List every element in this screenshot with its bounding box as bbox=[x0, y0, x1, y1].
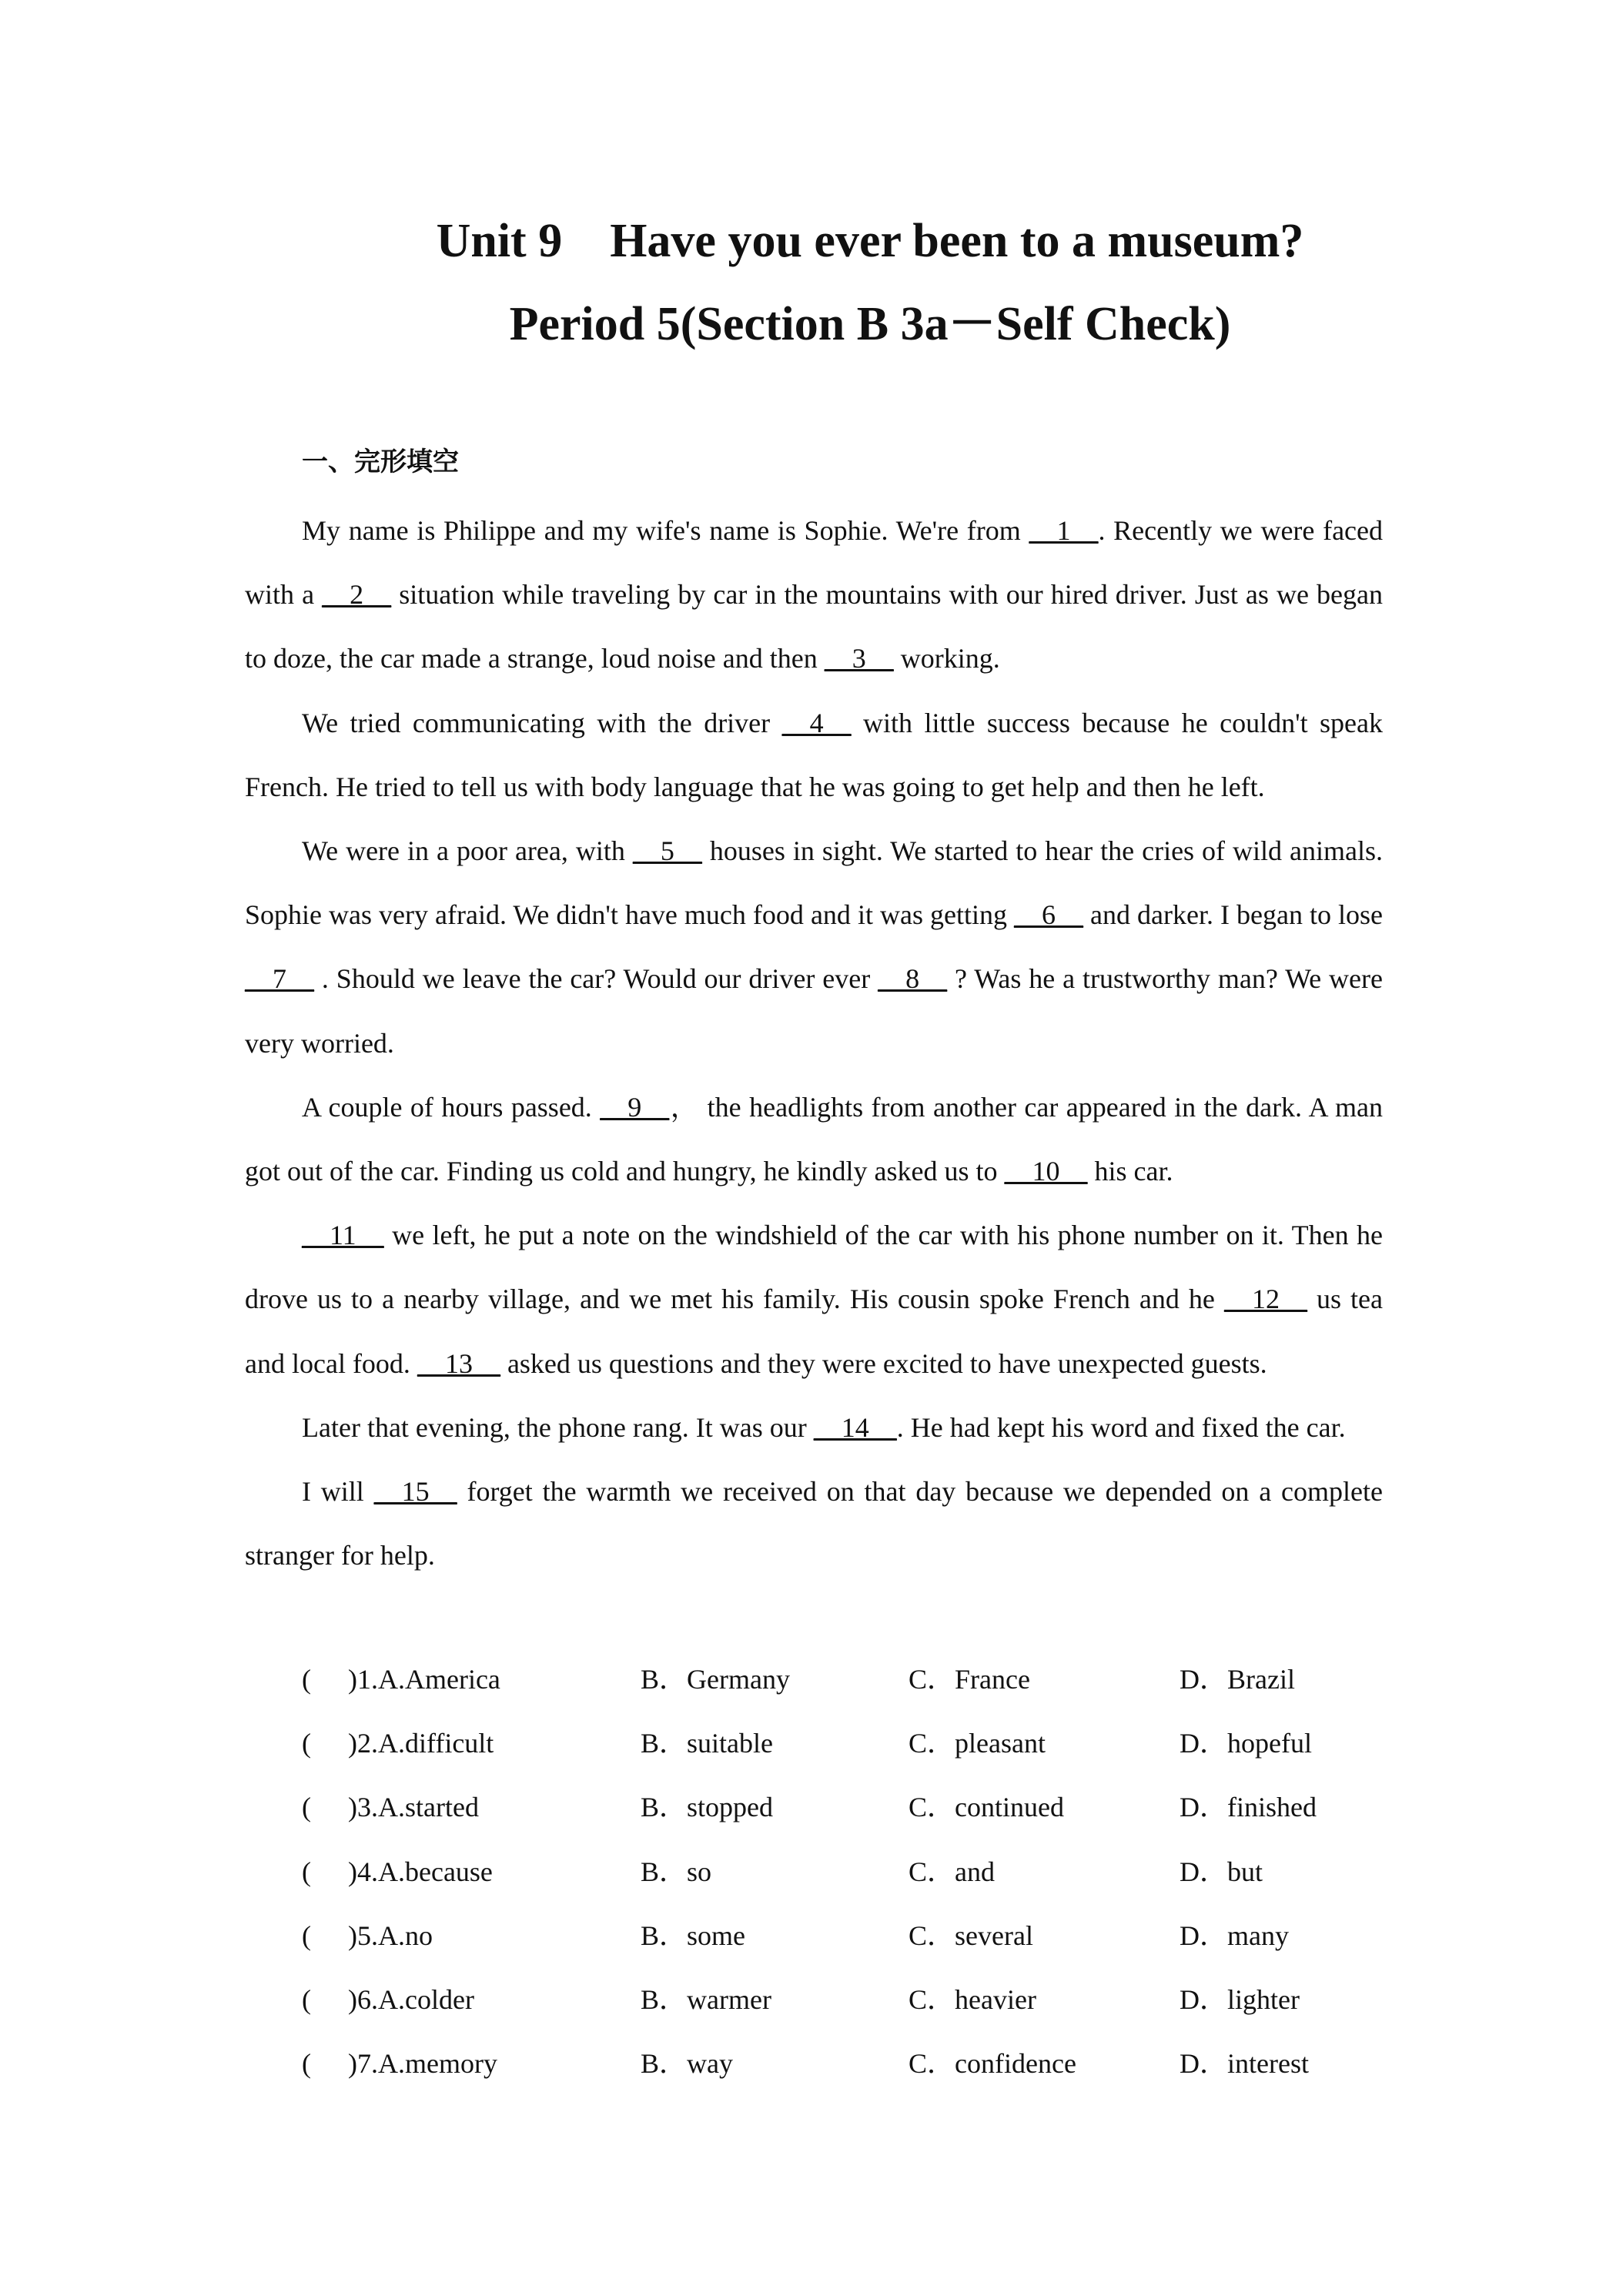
text-run: We tried communicating with the driver bbox=[302, 707, 782, 738]
blank: __13__ bbox=[417, 1347, 500, 1379]
option-d: D．lighter bbox=[1180, 1983, 1300, 2015]
option-a: )4.A.because bbox=[348, 1856, 493, 1887]
answer-paren: ( bbox=[302, 1983, 311, 2015]
paragraph bbox=[245, 1076, 1383, 1203]
text-run: . He had kept his word and fixed the car. bbox=[896, 1411, 1346, 1443]
question-row bbox=[302, 1968, 1380, 2032]
text-run: houses in sight. We started to hear the cries of wild animals. Sophie was very afraid. We didn't have much food and it was getting bbox=[245, 835, 1383, 931]
title-line-2: Period 5(Section B 3a－Self Check) bbox=[509, 298, 1231, 350]
text-run: his car. bbox=[1087, 1156, 1173, 1187]
blank: __10__ bbox=[1004, 1156, 1088, 1187]
blank: __6__ bbox=[1013, 899, 1083, 931]
option-b: B．Germany bbox=[641, 1664, 790, 1695]
question-list bbox=[302, 1648, 1380, 2096]
paragraph bbox=[245, 819, 1383, 1076]
text-run: ? Was he a trustworthy man? We were very worried. bbox=[245, 963, 1384, 1059]
option-a: )2.A.difficult bbox=[348, 1728, 494, 1759]
text-run: us tea and local food. bbox=[245, 1284, 1383, 1379]
text-run: . Recently we were faced with a bbox=[245, 515, 1383, 611]
question-row bbox=[302, 1776, 1380, 1839]
blank: __8__ bbox=[878, 963, 948, 995]
blank: __3__ bbox=[824, 643, 894, 674]
option-d: D．finished bbox=[1180, 1792, 1317, 1823]
answer-paren: ( bbox=[302, 1792, 311, 1823]
text-run: situation while traveling by car in the mountains with our hired driver. Just as we began to doze, the car made a strange, loud noise and then bbox=[245, 579, 1383, 674]
text-run: asked us questions and they were excited to have unexpected guests. bbox=[500, 1347, 1267, 1379]
text-run: I will bbox=[302, 1476, 374, 1508]
option-b: B．way bbox=[641, 2048, 733, 2080]
title-line-1: Unit 9 Have you ever been to a museum? bbox=[436, 215, 1304, 267]
option-c: C．and bbox=[909, 1856, 995, 1887]
option-d: D．but bbox=[1180, 1856, 1263, 1887]
blank: __12__ bbox=[1223, 1284, 1307, 1315]
paragraph bbox=[245, 1460, 1383, 1588]
text-run: ， the headlights from another car appeared in the dark. A man got out of the car. Finding us cold and hungry, he kindly asked us to bbox=[245, 1091, 1383, 1187]
option-b: B．so bbox=[641, 1856, 712, 1887]
option-a: )7.A.memory bbox=[348, 2048, 497, 2080]
blank: __15__ bbox=[373, 1476, 457, 1508]
text-run: working. bbox=[893, 643, 1000, 674]
blank: __9__ bbox=[600, 1091, 670, 1123]
blank: __2__ bbox=[322, 579, 392, 611]
text-run: . Should we leave the car? Would our driver ever bbox=[314, 963, 878, 995]
text-run: Later that evening, the phone rang. It was our bbox=[302, 1411, 814, 1443]
option-c: C．pleasant bbox=[909, 1728, 1046, 1759]
answer-paren: ( bbox=[302, 1664, 311, 1695]
blank: __1__ bbox=[1029, 515, 1099, 546]
answer-paren: ( bbox=[302, 1919, 311, 1951]
option-a: )5.A.no bbox=[348, 1919, 433, 1951]
question-row bbox=[302, 2032, 1380, 2096]
cloze-passage bbox=[245, 499, 1383, 1588]
blank: __4__ bbox=[781, 707, 852, 738]
blank: __14__ bbox=[813, 1411, 897, 1443]
question-row bbox=[302, 1648, 1380, 1712]
question-row bbox=[302, 1840, 1380, 1904]
blank: __11__ bbox=[302, 1220, 384, 1251]
answer-paren: ( bbox=[302, 1728, 311, 1759]
text-run: A couple of hours passed. bbox=[302, 1091, 601, 1123]
text-run: We were in a poor area, with bbox=[302, 835, 633, 867]
option-b: B．stopped bbox=[641, 1792, 774, 1823]
paragraph bbox=[245, 1203, 1383, 1396]
blank: __7__ bbox=[245, 963, 314, 995]
option-d: D．hopeful bbox=[1180, 1728, 1312, 1759]
paragraph bbox=[245, 691, 1383, 819]
text-run: with little success because he couldn't speak French. He tried to tell us with body language that he was going to get help and then he left. bbox=[245, 707, 1383, 802]
option-c: C．confidence bbox=[909, 2048, 1076, 2080]
answer-paren: ( bbox=[302, 1856, 311, 1887]
option-c: C．France bbox=[909, 1664, 1030, 1695]
question-row bbox=[302, 1712, 1380, 1776]
option-a: )3.A.started bbox=[348, 1792, 479, 1823]
option-b: B．warmer bbox=[641, 1983, 771, 2015]
option-b: B．suitable bbox=[641, 1728, 773, 1759]
text-run: and darker. I began to lose bbox=[1083, 899, 1383, 931]
option-b: B．some bbox=[641, 1919, 746, 1951]
option-c: C．heavier bbox=[909, 1983, 1036, 2015]
question-row bbox=[302, 1904, 1380, 1968]
text-run: we left, he put a note on the windshield of the car with his phone number on it. Then he drove us to a nearby village, and we met his family. His cousin spoke French and he bbox=[245, 1220, 1383, 1315]
paragraph bbox=[245, 499, 1383, 691]
section-heading: 一、完形填空 bbox=[302, 447, 459, 477]
option-c: C．continued bbox=[909, 1792, 1064, 1823]
option-a: )6.A.colder bbox=[348, 1983, 474, 2015]
option-d: D．interest bbox=[1180, 2048, 1309, 2080]
paragraph bbox=[245, 1396, 1383, 1460]
text-run: My name is Philippe and my wife's name is Sophie. We're from bbox=[302, 515, 1029, 546]
option-a: )1.A.America bbox=[348, 1664, 500, 1695]
option-d: D．many bbox=[1180, 1919, 1289, 1951]
option-d: D．Brazil bbox=[1180, 1664, 1295, 1695]
text-run: forget the warmth we received on that day because we depended on a complete stranger for help. bbox=[245, 1476, 1383, 1571]
option-c: C．several bbox=[909, 1919, 1033, 1951]
blank: __5__ bbox=[632, 835, 702, 867]
answer-paren: ( bbox=[302, 2048, 311, 2080]
